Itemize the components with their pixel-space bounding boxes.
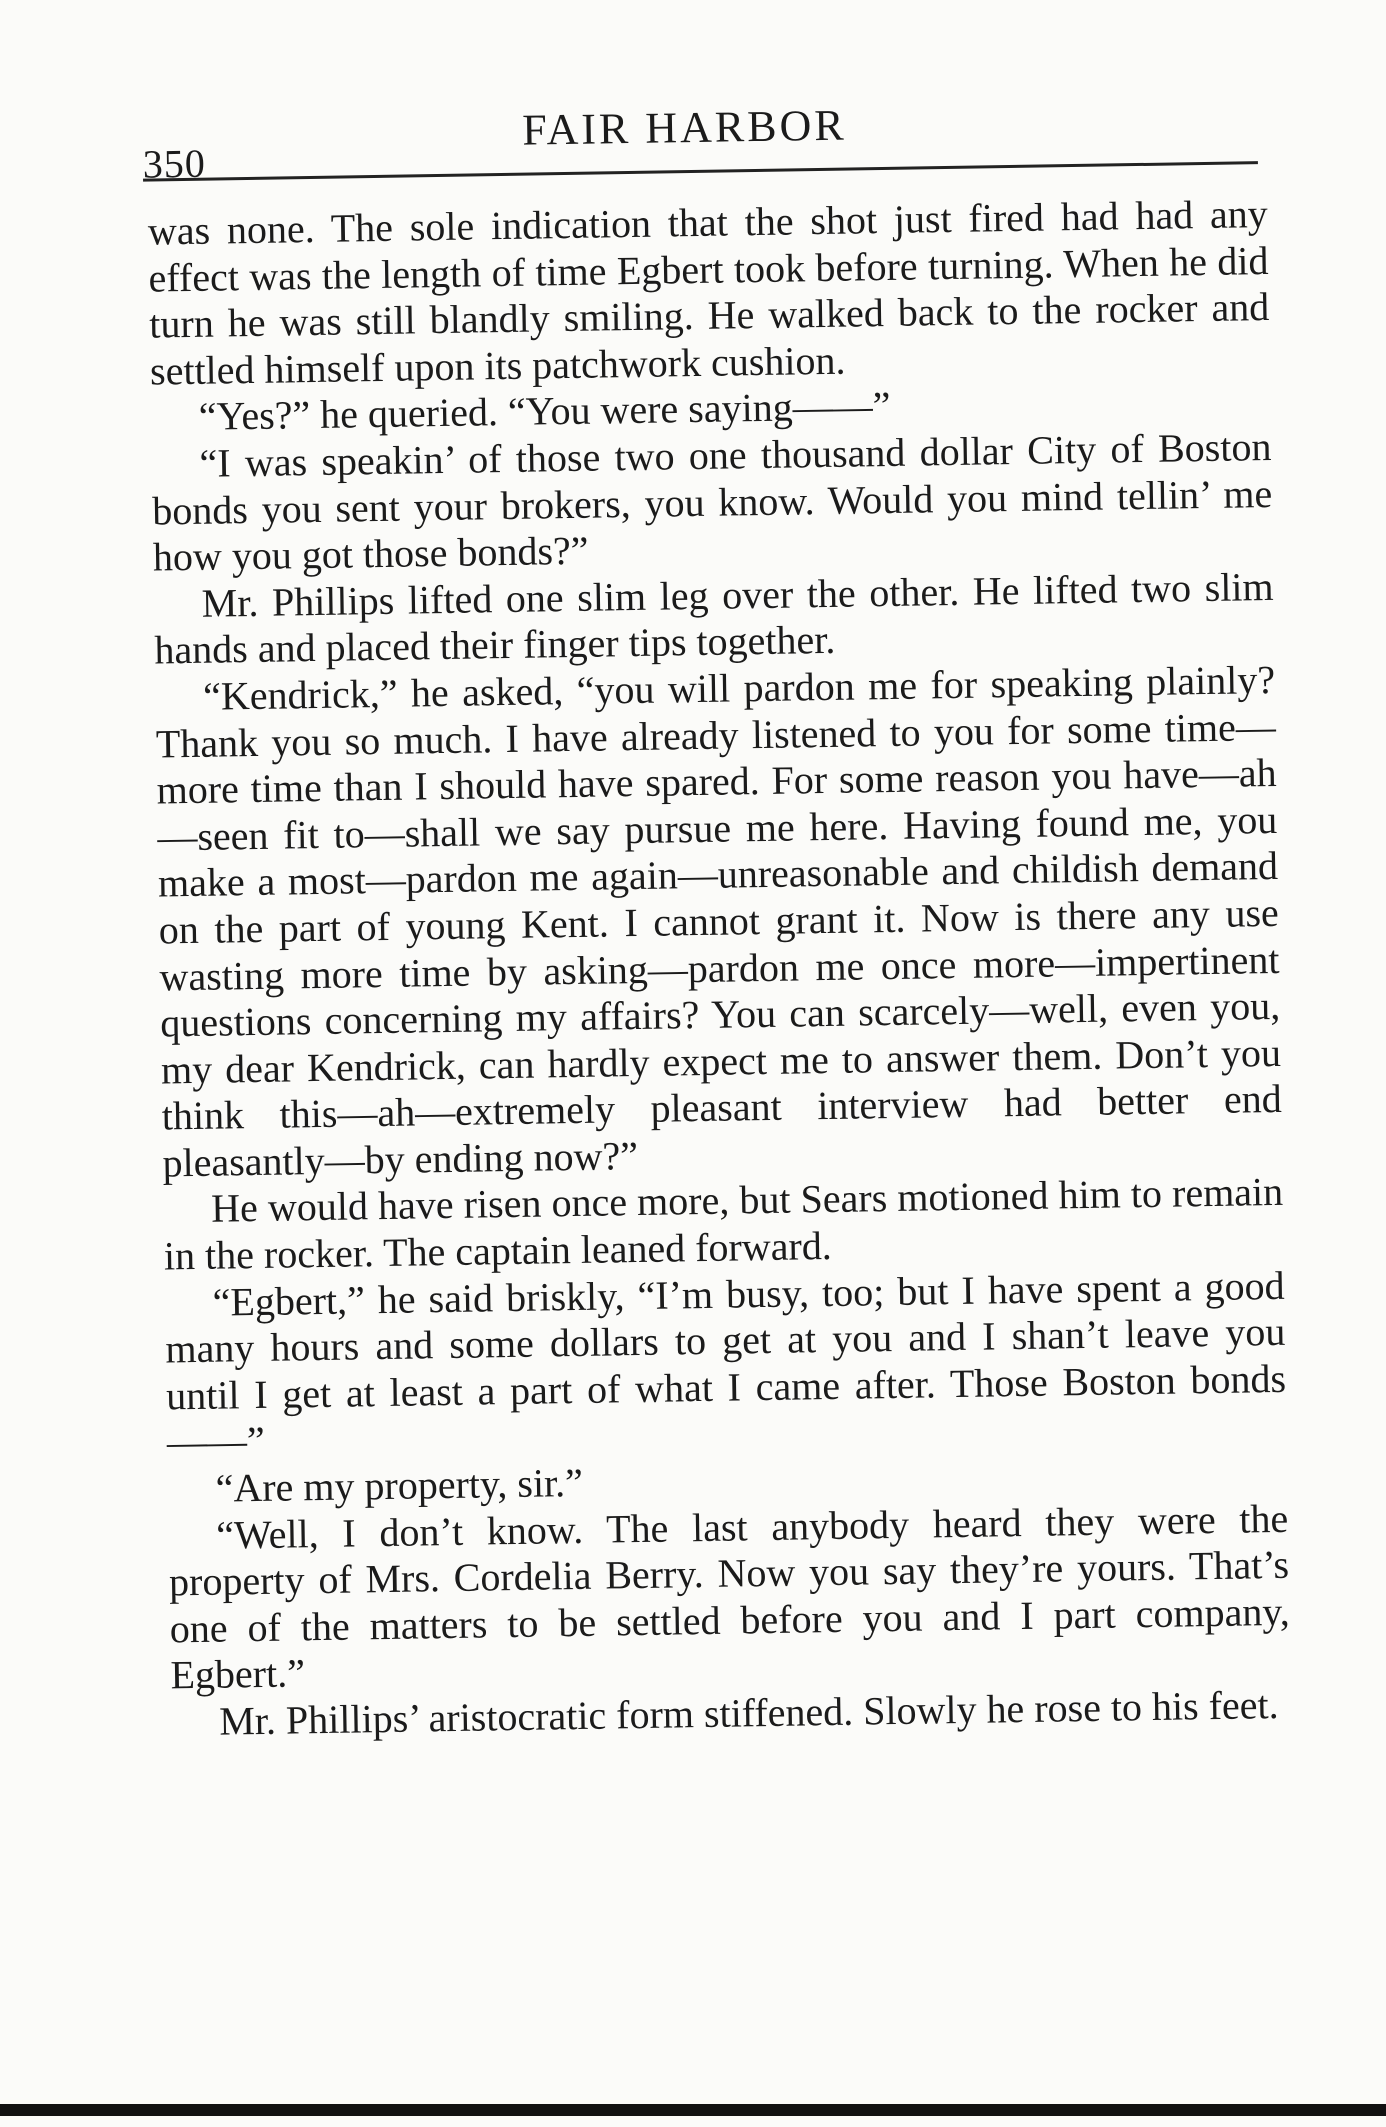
paragraph: “Yes?” he queried. “You were saying——” xyxy=(198,383,891,440)
scan-edge xyxy=(0,2104,1386,2116)
paragraph: “I was speakin’ of those two one thousand dollar City of Boston bonds you sent your brokers, you know. Would you mind tellin’ me how you got those bonds?” xyxy=(151,423,1273,580)
running-title: FAIR HARBOR xyxy=(521,100,848,155)
paragraph: Mr. Phillips lifted one slim leg over the other. He lifted two slim hands and placed their finger tips together. xyxy=(154,563,1274,673)
paragraph: “Kendrick,” he asked, “you will pardon me for speaking plainly? Thank you so much. I have already listened to you for some time—more time than I should have spared. For some reason you have—ah—seen fit to—shall we say pursue me here. Having found me, you make a most—pardon me again—unreasonable and childish demand on the part of young Kent. I cannot grant it. Now is there any use wasting more time by asking—pardon me once more—impertinent questions concerning my affairs? You can scarcely—well, even you, my dear Kendrick, can hardly expect me to answer them. Don’t you think this—ah—extremely pleasant interview had better end pleasantly—by ending now?” xyxy=(155,656,1282,1186)
paragraph: “Egbert,” he said briskly, “I’m busy, too; but I have spent a good many hours and some dollars to get at you and I shan’t leave you until I get at least a part of what I came after. Those Boston bonds——” xyxy=(165,1262,1287,1465)
page-number: 350 xyxy=(142,140,207,187)
paragraph-continued: was none. The sole indication that the shot just fired had had any effect was the length of time Egbert took before turning. When he did turn he was still blandly smiling. He walked back to the rocker and settled himself upon its patchwork cushion. xyxy=(147,190,1270,394)
body-text xyxy=(148,191,1292,1746)
paragraph: “Well, I don’t know. The last anybody heard they were the property of Mrs. Cordelia Berry. Now you say they’re yours. That’s one of the matters to be settled before you and I part company, Egbert.” xyxy=(168,1495,1291,1698)
page-header xyxy=(142,89,1258,187)
paragraph: “Are my property, sir.” xyxy=(215,1459,584,1511)
paragraph: Mr. Phillips’ aristocratic form stiffened. Slowly he rose to his feet. xyxy=(218,1682,1279,1744)
paragraph: He would have risen once more, but Sears motioned him to remain in the rocker. The captain leaned forward. xyxy=(163,1169,1284,1279)
